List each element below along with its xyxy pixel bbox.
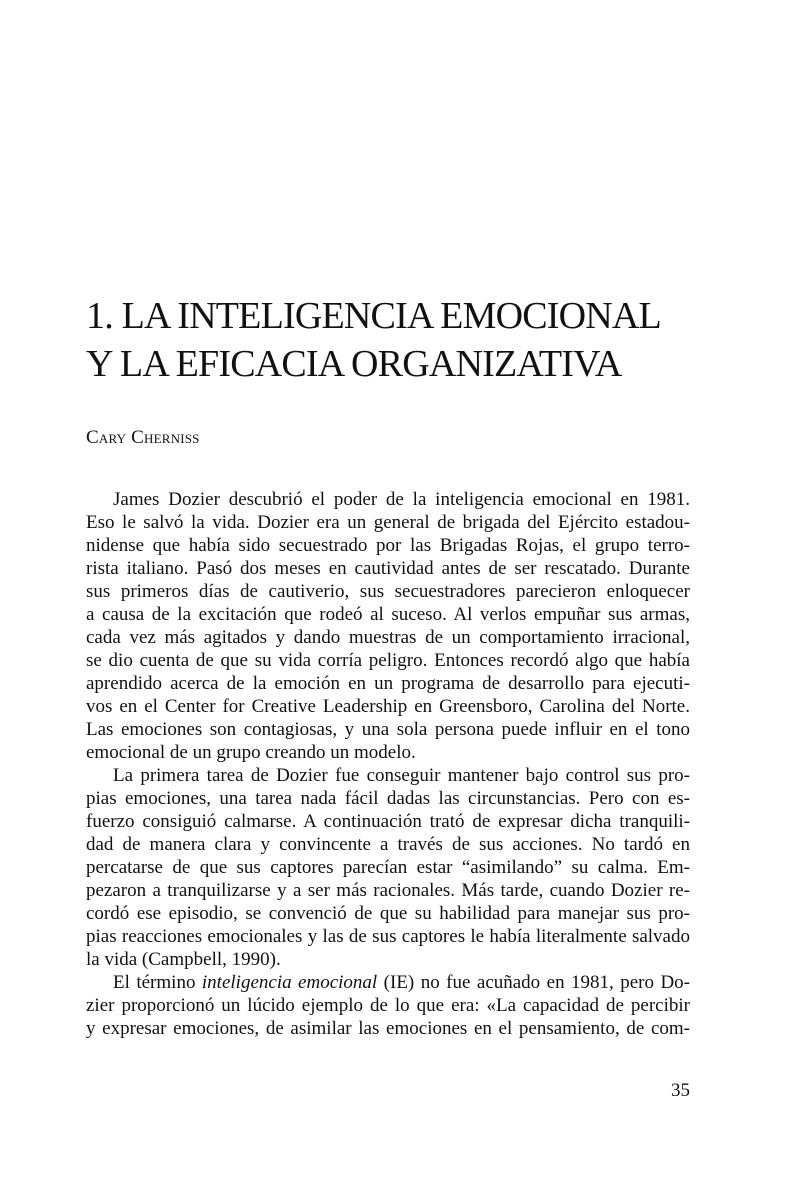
- text-line: fuerzo consiguió calmarse. A continuación trató de expresar dicha tranquili-: [86, 811, 690, 832]
- text-segment: El término: [113, 972, 202, 993]
- text-line: la vida (Campbell, 1990).: [86, 949, 281, 970]
- chapter-title-line-2: Y LA EFICACIA ORGANIZATIVA: [86, 343, 622, 385]
- text-line: pias reacciones emocionales y las de sus captores le había literalmente salvado: [86, 926, 690, 947]
- paragraph-1: [86, 488, 690, 764]
- chapter-title: [86, 292, 706, 388]
- text-line: rista italiano. Pasó dos meses en cautividad antes de ser rescatado. Durante: [86, 558, 690, 579]
- text-line: emocional de un grupo creando un modelo.: [86, 742, 416, 763]
- text-line: cada vez más agitados y dando muestras de un comportamiento irracional,: [86, 627, 690, 648]
- text-line: zier proporcionó un lúcido ejemplo de lo que era: «La capacidad de percibir: [86, 995, 690, 1016]
- italic-term: inteligencia emocional: [201, 972, 378, 993]
- page-number: 35: [671, 1080, 690, 1101]
- text-line: dad de manera clara y convincente a través de sus acciones. No tardó en: [86, 834, 690, 855]
- text-line: James Dozier descubrió el poder de la inteligencia emocional en 1981.: [113, 489, 690, 510]
- paragraph-2: [86, 764, 690, 971]
- text-line: La primera tarea de Dozier fue conseguir mantener bajo control sus pro-: [113, 765, 690, 786]
- chapter-title-line-1: 1. LA INTELIGENCIA EMOCIONAL: [86, 295, 661, 337]
- body-text: [86, 488, 690, 1040]
- text-line: nidense que había sido secuestrado por las Brigadas Rojas, el grupo terro-: [86, 535, 690, 556]
- text-line: cordó ese episodio, se convenció de que su habilidad para manejar sus pro-: [86, 903, 690, 924]
- text-line: se dio cuenta de que su vida corría peligro. Entonces recordó algo que había: [86, 650, 690, 671]
- text-line: Las emociones son contagiosas, y una sola persona puede influir en el tono: [86, 719, 690, 740]
- author-name: Cary Cherniss: [86, 427, 200, 448]
- text-segment: (IE) no fue acuñado en 1981, pero Do-: [377, 972, 691, 993]
- text-line: pezaron a tranquilizarse y a ser más racionales. Más tarde, cuando Dozier re-: [86, 880, 690, 901]
- text-line: y expresar emociones, de asimilar las emociones en el pensamiento, de com-: [86, 1018, 690, 1039]
- text-line: sus primeros días de cautiverio, sus secuestradores parecieron enloquecer: [86, 581, 690, 602]
- text-line: a causa de la excitación que rodeó al suceso. Al verlos empuñar sus armas,: [86, 604, 690, 625]
- text-line: vos en el Center for Creative Leadership en Greensboro, Carolina del Norte.: [86, 696, 690, 717]
- text-line: [86, 971, 690, 994]
- text-line: percatarse de que sus captores parecían estar “asimilando” su calma. Em-: [86, 857, 690, 878]
- text-line: aprendido acerca de la emoción en un programa de desarrollo para ejecuti-: [86, 673, 690, 694]
- text-line: Eso le salvó la vida. Dozier era un general de brigada del Ejército estadou-: [86, 512, 690, 533]
- text-line: pias emociones, una tarea nada fácil dadas las circunstancias. Pero con es-: [86, 788, 690, 809]
- paragraph-3: [86, 971, 690, 1040]
